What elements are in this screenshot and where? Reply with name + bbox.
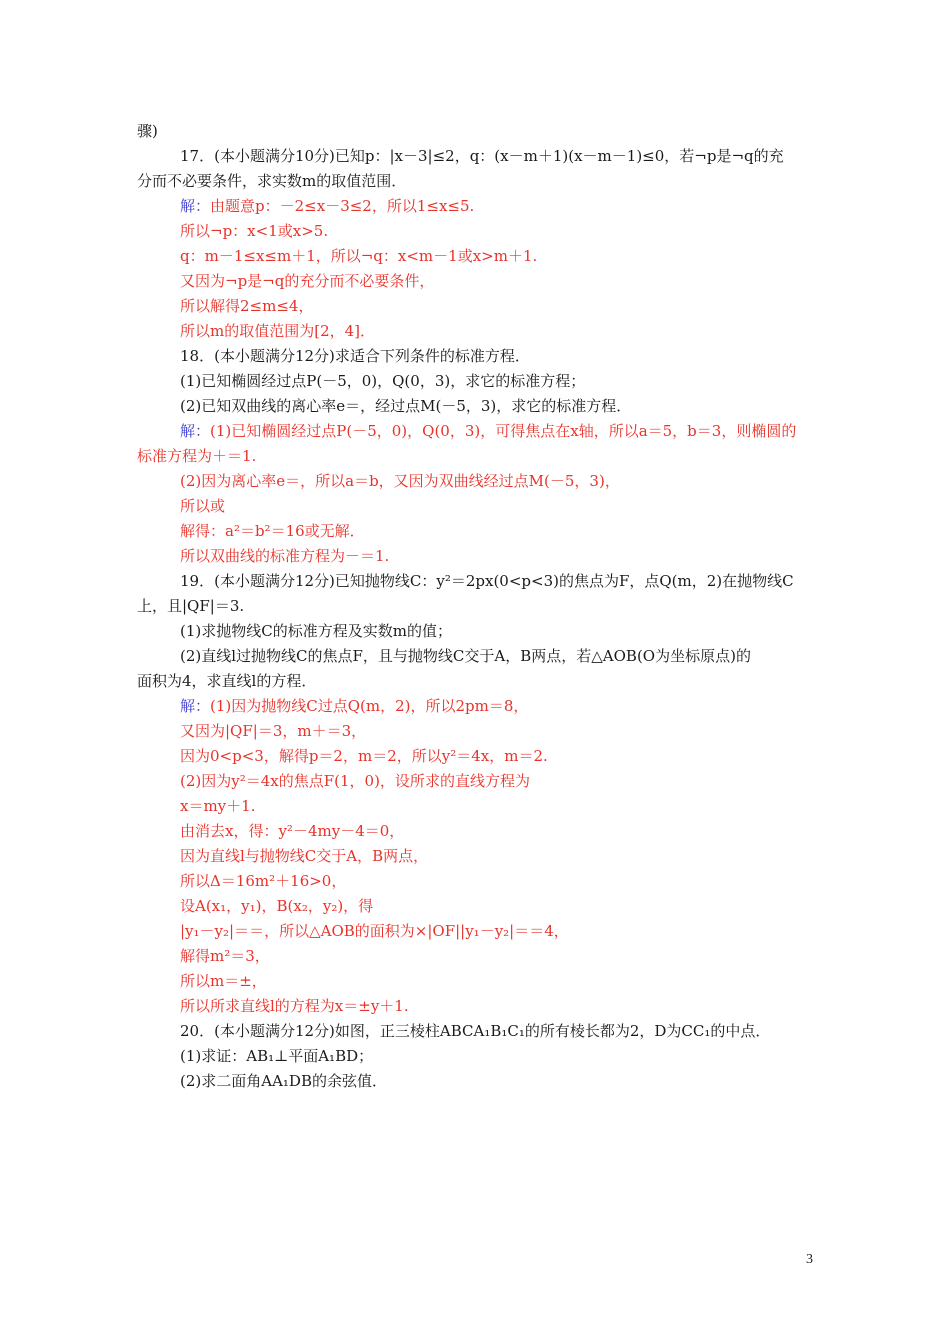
line-text: (2)求二面角AA₁DB的余弦值．	[180, 1072, 387, 1090]
text-line	[180, 771, 530, 791]
text-line	[180, 696, 528, 716]
text-line	[180, 846, 428, 866]
answer-label: 解：	[180, 422, 211, 440]
line-text: 18．(本小题满分12分)求适合下列条件的标准方程．	[180, 347, 530, 365]
text-line	[180, 571, 794, 591]
line-text: 所以解得2≤m≤4，	[180, 297, 314, 315]
text-line	[137, 446, 256, 466]
line-text: 标准方程为＋＝1.	[137, 447, 257, 465]
text-line	[180, 146, 784, 166]
line-text: 因为直线l与抛物线C交于A，B两点，	[180, 847, 429, 865]
line-text: 分而不必要条件，求实数m的取值范围．	[137, 172, 407, 190]
line-text: 上，且|QF|＝3.	[137, 597, 245, 615]
text-line	[180, 721, 366, 741]
line-text: 因为0<p<3，解得p＝2，m＝2，所以y²＝4x，m＝2.	[180, 747, 548, 765]
line-text: |y₁－y₂|＝＝，所以△AOB的面积为×|OF||y₁－y₂|＝＝4，	[180, 922, 569, 940]
line-text: (2)因为离心率e＝，所以a＝b，又因为双曲线经过点M(－5，3)，	[180, 472, 620, 490]
line-text: q：m－1≤x≤m＋1，所以¬q：x<m－1或x>m＋1.	[180, 247, 538, 265]
line-text: 骤)	[137, 122, 158, 140]
answer-label: 解：	[180, 197, 211, 215]
line-text: 又因为|QF|＝3，m＋＝3，	[180, 722, 367, 740]
text-line	[180, 296, 313, 316]
line-text: (1)求证：AB₁⊥平面A₁BD；	[180, 1047, 374, 1065]
text-line	[180, 521, 365, 541]
line-text: 所以m的取值范围为[2，4]．	[180, 322, 376, 340]
text-line	[180, 996, 409, 1016]
text-line	[180, 421, 796, 441]
text-line	[180, 1046, 373, 1066]
line-text: 面积为4，求直线l的方程．	[137, 672, 317, 690]
line-text: 所以或	[180, 497, 226, 515]
text-line	[137, 596, 244, 616]
text-line	[180, 971, 267, 991]
text-line	[180, 621, 452, 641]
text-line	[180, 371, 585, 391]
text-line	[180, 746, 548, 766]
text-line	[180, 796, 255, 816]
answer-label: 解：	[180, 697, 211, 715]
text-line	[180, 196, 474, 216]
text-line	[180, 1071, 387, 1091]
line-text: 所以m＝±，	[180, 972, 267, 990]
text-line	[180, 396, 631, 416]
text-line	[137, 171, 406, 191]
line-text: 19．(本小题满分12分)已知抛物线C：y²＝2px(0<p<3)的焦点为F，点Q(m，2)在抛物线C	[180, 572, 794, 590]
text-line	[180, 246, 537, 266]
line-text: (2)因为y²＝4x的焦点F(1，0)，设所求的直线方程为	[180, 772, 530, 790]
line-text: (2)已知双曲线的离心率e＝，经过点M(－5，3)，求它的标准方程．	[180, 397, 632, 415]
line-text: (2)直线l过抛物线C的焦点F，且与抛物线C交于A，B两点，若△AOB(O为坐标原点)的	[180, 647, 751, 665]
line-text: 所以所求直线l的方程为x＝±y＋1.	[180, 997, 409, 1015]
line-text: 由题意p：－2≤x－3≤2，所以1≤x≤5.	[210, 197, 475, 215]
text-line	[137, 671, 316, 691]
text-line	[180, 496, 225, 516]
text-line	[180, 821, 404, 841]
text-line	[180, 896, 373, 916]
line-text: (1)求抛物线C的标准方程及实数m的值；	[180, 622, 452, 640]
line-text: 所以双曲线的标准方程为－＝1.	[180, 547, 390, 565]
line-text: 所以¬p：x<1或x>5.	[180, 222, 329, 240]
text-line	[180, 271, 434, 291]
line-text: 20．(本小题满分12分)如图，正三棱柱ABCA₁B₁C₁的所有棱长都为2，D为CC₁的中点．	[180, 1022, 771, 1040]
text-line	[180, 321, 375, 341]
line-text: (1)因为抛物线C过点Q(m，2)，所以2pm＝8，	[210, 697, 529, 715]
text-line	[180, 346, 530, 366]
line-text: 解得m²＝3，	[180, 947, 270, 965]
text-line	[180, 871, 346, 891]
line-text: 解得：a²＝b²＝16或无解．	[180, 522, 365, 540]
text-line	[180, 921, 569, 941]
line-text: 17．(本小题满分10分)已知p：|x－3|≤2，q：(x－m＋1)(x－m－1)≤0，若¬p是¬q的充	[180, 147, 784, 165]
line-text: x＝my＋1.	[180, 797, 256, 815]
text-line	[180, 471, 620, 491]
text-line	[180, 1021, 770, 1041]
text-line	[180, 646, 751, 666]
text-line	[180, 946, 270, 966]
text-line	[137, 121, 158, 141]
line-text: (1)已知椭圆经过点P(－5，0)，Q(0，3)，求它的标准方程；	[180, 372, 586, 390]
line-text: 所以Δ＝16m²＋16>0，	[180, 872, 347, 890]
line-text: 又因为¬p是¬q的充分而不必要条件，	[180, 272, 435, 290]
line-text: 由消去x，得：y²－4my－4＝0，	[180, 822, 405, 840]
line-text: (1)已知椭圆经过点P(－5，0)，Q(0，3)，可得焦点在x轴，所以a＝5，b＝3，则椭圆的	[210, 422, 797, 440]
page-number: 3	[806, 1252, 813, 1267]
line-text: 设A(x₁，y₁)，B(x₂，y₂)，得	[180, 897, 374, 915]
text-line	[180, 546, 389, 566]
text-line	[180, 221, 328, 241]
